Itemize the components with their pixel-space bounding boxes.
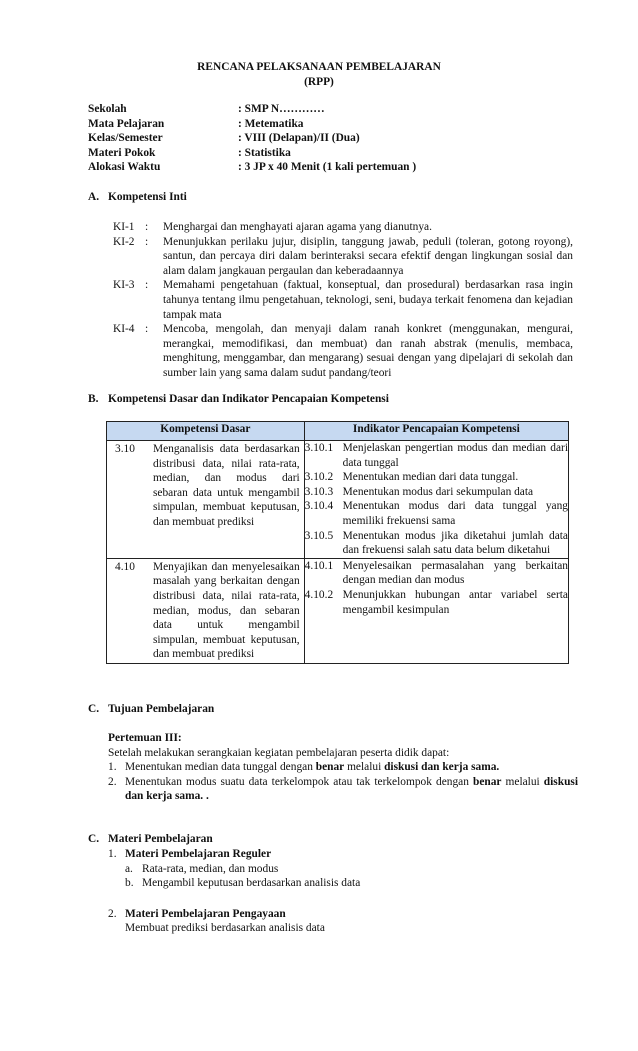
identity-label: Materi Pokok xyxy=(88,146,156,159)
ki-code: KI-4 xyxy=(113,323,135,336)
core-competency-list xyxy=(113,220,573,381)
kd-cell xyxy=(107,558,305,663)
list-item xyxy=(108,847,578,862)
indicator-cell xyxy=(304,441,568,559)
list-number: 2. xyxy=(108,907,117,920)
indicator-text: Menentukan modus dari sekumpulan data xyxy=(342,485,534,498)
document-title-line1: RENCANA PELAKSANAAN PEMBELAJARAN xyxy=(197,61,441,73)
objective-text: Menentukan modus suatu data terkelompok atau tak terkelompok dengan benar melalui diskusi dan kerja sama. . xyxy=(125,775,578,803)
objectives-block xyxy=(108,731,578,804)
identity-label: Mata Pelajaran xyxy=(88,117,165,130)
indicator-text: Menjelaskan pengertian modus dan median dari data tunggal xyxy=(342,442,568,469)
ki-separator: : xyxy=(145,235,149,248)
section-letter: C. xyxy=(88,703,100,715)
indicator-number: 3.10.3 xyxy=(304,485,334,498)
identity-value: : VIII (Delapan)/II (Dua) xyxy=(238,132,360,145)
identity-row-school xyxy=(88,102,416,117)
column-header-indicator: Indikator Pencapaian Kompetensi xyxy=(304,422,568,441)
indicator-text: Menentukan modus jika diketahui jumlah data dan frekuensi salah satu data belum diketahui xyxy=(342,529,568,557)
identity-block xyxy=(88,102,416,175)
core-competency-item xyxy=(113,235,573,279)
table-header-row xyxy=(107,422,569,441)
list-item xyxy=(108,760,578,775)
indicator-text: Menunjukkan hubungan antar variabel serta mengambil kesimpulan xyxy=(342,588,568,616)
indicator-number: 3.10.5 xyxy=(304,529,334,542)
section-a-heading xyxy=(88,190,187,205)
section-c-objectives-heading xyxy=(88,702,214,717)
indicator-item xyxy=(305,529,568,558)
indicator-number: 3.10.4 xyxy=(304,500,334,513)
indicator-item xyxy=(305,485,568,500)
meeting-label: Pertemuan III: xyxy=(108,732,182,744)
identity-row-topic xyxy=(88,146,416,161)
document-title xyxy=(0,60,638,89)
section-title: Kompetensi Inti xyxy=(108,191,187,203)
identity-value: : 3 JP x 40 Menit (1 kali pertemuan ) xyxy=(238,161,417,174)
ki-text: Memahami pengetahuan (faktual, konseptual, dan prosedural) berdasarkan rasa ingin tahunya tentang ilmu pengetahuan, teknologi, seni, budaya terkait fenomena dan kejadian tampak mata xyxy=(163,279,573,321)
identity-value: : Statistika xyxy=(238,146,291,159)
ki-separator: : xyxy=(145,323,149,336)
kd-number: 4.10 xyxy=(115,560,135,573)
column-header-kd: Kompetensi Dasar xyxy=(107,422,305,441)
indicator-item xyxy=(305,559,568,588)
kd-text: Menganalisis data berdasarkan distribusi data, nilai rata-rata, median, dan modus dari sebaran data untuk mengambil simpulan, membuat keputusan, dan membuat prediksi xyxy=(153,443,300,528)
kd-cell xyxy=(107,441,305,559)
material-group-title: Materi Pembelajaran Pengayaan xyxy=(125,907,286,920)
list-number: 1. xyxy=(108,761,117,774)
material-text: Rata-rata, median, dan modus xyxy=(142,862,279,875)
identity-label: Alokasi Waktu xyxy=(88,161,161,174)
table-row xyxy=(107,558,569,663)
ki-separator: : xyxy=(145,279,149,292)
section-title: Kompetensi Dasar dan Indikator Pencapaian Kompetensi xyxy=(108,393,389,405)
ki-separator: : xyxy=(145,221,149,233)
identity-row-time xyxy=(88,160,416,175)
section-b-heading xyxy=(88,392,389,407)
ki-text: Menunjukkan perilaku jujur, disiplin, tanggung jawab, peduli (toleran, gotong royong), santun, dan percaya diri dalam berinteraksi secara efektif dengan lingkungan sosial dan alam dalam jangkauan pergaulan dan keberadaannya xyxy=(163,235,573,277)
indicator-item xyxy=(305,441,568,470)
objectives-intro: Setelah melakukan serangkaian kegiatan pembelajaran peserta didik dapat: xyxy=(108,746,450,759)
list-item xyxy=(125,862,578,877)
indicator-number: 3.10.2 xyxy=(304,471,334,484)
indicator-number: 4.10.2 xyxy=(304,588,334,601)
materials-block xyxy=(108,847,578,936)
section-title: Tujuan Pembelajaran xyxy=(108,703,215,715)
kd-number: 3.10 xyxy=(115,443,135,455)
material-group-title: Materi Pembelajaran Reguler xyxy=(125,848,272,860)
indicator-number: 4.10.1 xyxy=(304,559,334,572)
identity-value: : SMP N………… xyxy=(238,103,325,115)
indicator-text: Menentukan median dari data tunggal. xyxy=(342,471,519,484)
section-letter: A. xyxy=(88,191,100,203)
identity-row-subject xyxy=(88,117,416,132)
identity-label: Kelas/Semester xyxy=(88,132,163,145)
list-number: 1. xyxy=(108,848,117,860)
core-competency-item xyxy=(113,322,573,380)
indicator-item xyxy=(305,499,568,528)
indicator-item xyxy=(305,588,568,617)
list-number: 2. xyxy=(108,775,117,788)
material-text: Mengambil keputusan berdasarkan analisis data xyxy=(142,877,361,890)
ki-code: KI-1 xyxy=(113,221,135,233)
table-row xyxy=(107,441,569,559)
identity-value: : Metematika xyxy=(238,117,304,130)
identity-label: Sekolah xyxy=(88,103,127,115)
kd-text: Menyajikan dan menyelesaikan masalah yang berkaitan dengan distribusi data, nilai rata-rata, median, modus, dan sebaran data untuk mengambil simpulan, membuat keputusan, dan membuat prediksi xyxy=(153,560,300,661)
core-competency-item xyxy=(113,220,573,235)
section-letter: B. xyxy=(88,393,99,405)
indicator-item xyxy=(305,470,568,485)
list-item xyxy=(125,876,578,891)
section-c-materials-heading xyxy=(88,832,213,847)
ki-code: KI-2 xyxy=(113,235,135,248)
indicator-text: Menyelesaikan permasalahan yang berkaitan dengan median dan modus xyxy=(342,559,568,587)
section-letter: C. xyxy=(88,833,100,845)
list-letter: b. xyxy=(125,877,134,890)
indicator-text: Menentukan modus dari data tunggal yang memiliki frekuensi sama xyxy=(342,500,568,527)
competency-table xyxy=(106,421,569,664)
list-item xyxy=(108,907,578,922)
list-item xyxy=(108,775,578,804)
ki-code: KI-3 xyxy=(113,279,135,292)
core-competency-item xyxy=(113,278,573,322)
indicator-number: 3.10.1 xyxy=(304,442,334,454)
objective-text: Menentukan median data tunggal dengan benar melalui diskusi dan kerja sama. xyxy=(125,761,500,774)
section-title: Materi Pembelajaran xyxy=(108,833,213,845)
material-text: Membuat prediksi berdasarkan analisis data xyxy=(125,922,325,935)
list-letter: a. xyxy=(125,862,133,875)
identity-row-class xyxy=(88,131,416,146)
ki-text: Menghargai dan menghayati ajaran agama yang dianutnya. xyxy=(163,221,432,233)
document-title-line2: (RPP) xyxy=(304,75,334,88)
indicator-cell xyxy=(304,558,568,663)
ki-text: Mencoba, mengolah, dan menyaji dalam ranah konkret (menggunakan, mengurai, merangkai, memodifikasi, dan membuat) dan ranah abstrak (menulis, membaca, menghitung, menggambar, dan mengarang) sesuai dengan yang dipelajari di sekolah dan sumber lain yang sama dalam sudut pandang/teori xyxy=(163,323,573,379)
